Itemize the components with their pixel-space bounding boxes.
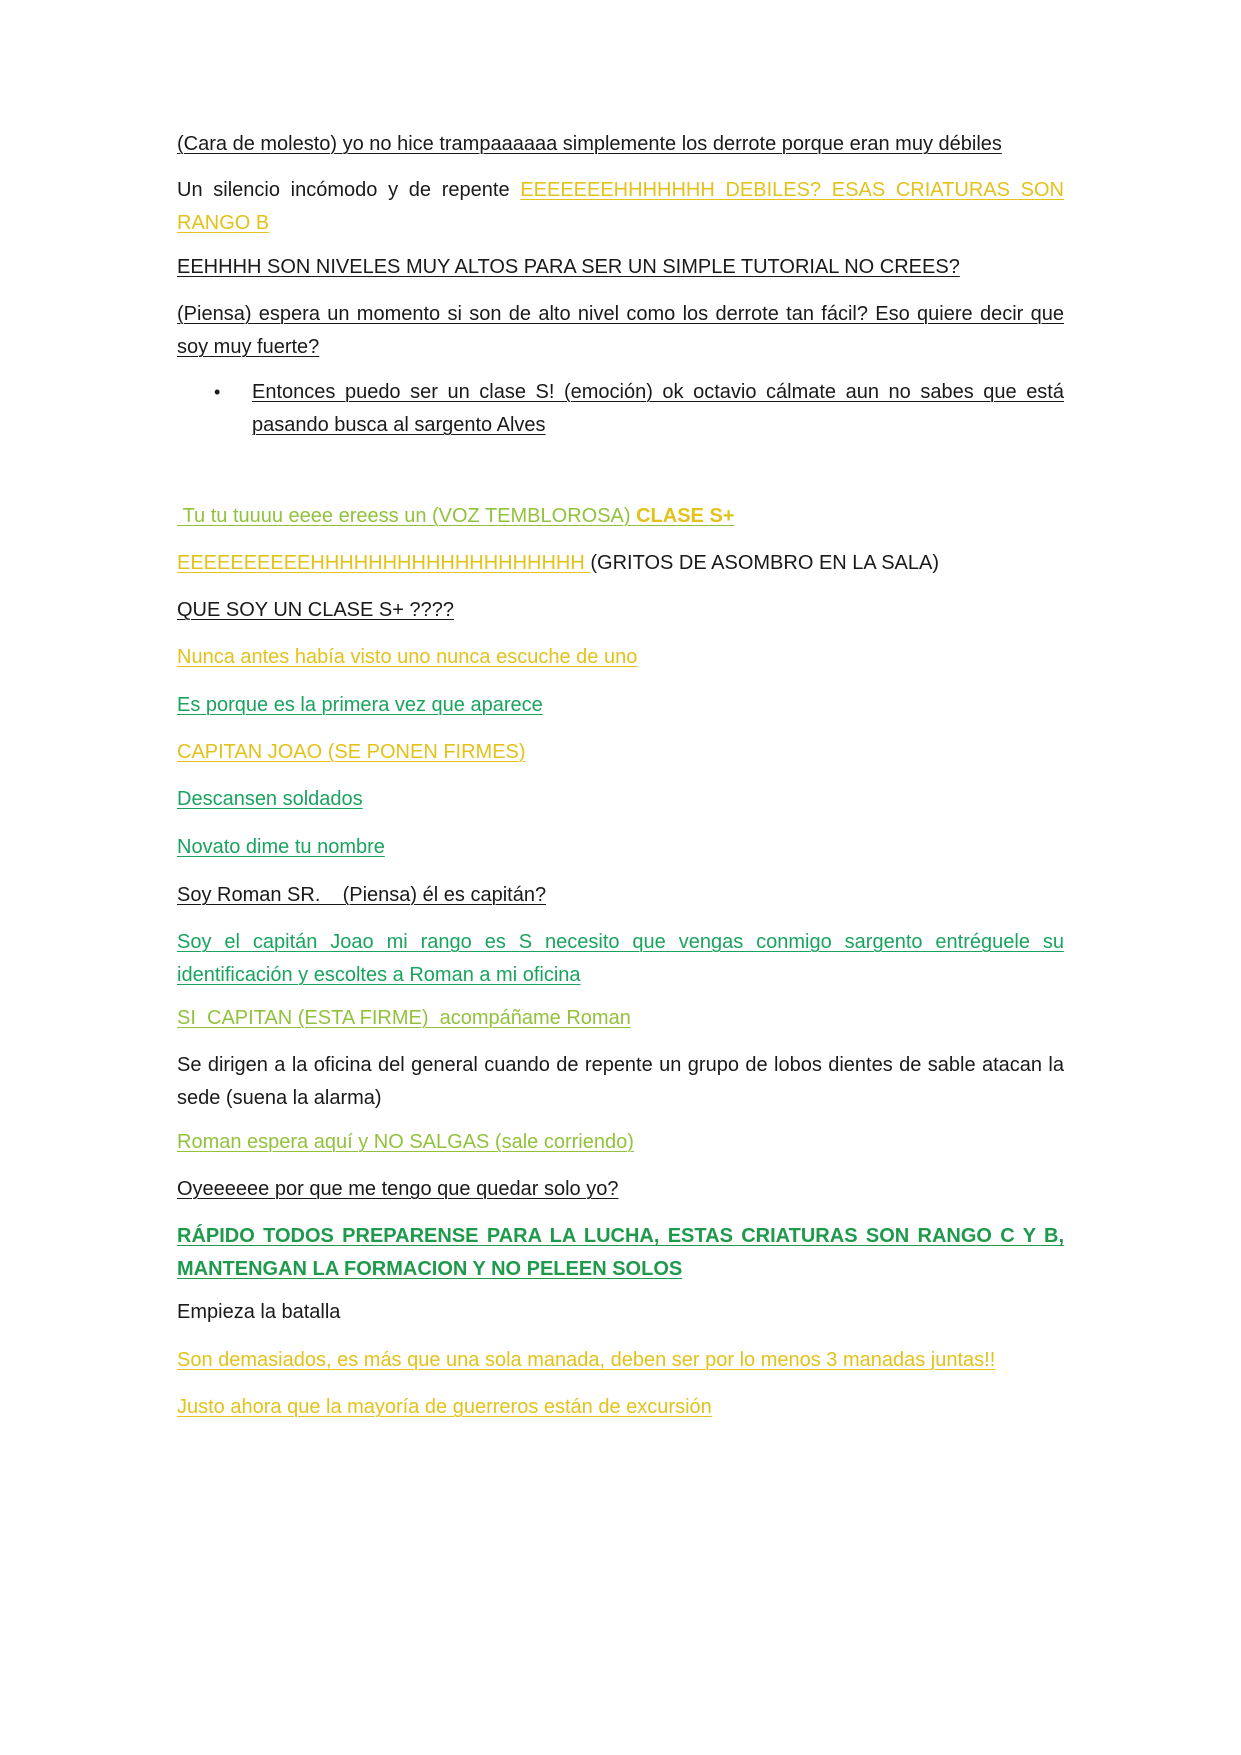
- text-line: (Cara de molesto) yo no hice trampaaaaaa simplemente los derrote porque eran muy débiles: [177, 133, 1002, 155]
- dialogue-line: CAPITAN JOAO (SE PONEN FIRMES): [177, 741, 526, 763]
- highlighted-dialogue: EEEEEEEHHHHHHH DEBILES? ESAS CRIATURAS SON RANGO B: [177, 179, 1064, 234]
- dialogue-line: Descansen soldados: [177, 788, 363, 810]
- paragraph-1: [177, 128, 1064, 161]
- paragraph-11: [177, 736, 1064, 769]
- dialogue-line: Soy el capitán Joao mi rango es S necesito que vengas conmigo sargento entréguele su identificación y escoltes a Roman a mi oficina: [177, 931, 1064, 986]
- text-line: (Piensa) espera un momento si son de alto nivel como los derrote tan fácil? Eso quiere decir que soy muy fuerte?: [177, 303, 1064, 358]
- dialogue-line: EEEEEEEEEEHHHHHHHHHHHHHHHHHHH: [177, 552, 591, 574]
- dialogue-line: Son demasiados, es más que una sola manada, deben ser por lo menos 3 manadas juntas!!: [177, 1349, 996, 1371]
- paragraph-17: [177, 1049, 1064, 1115]
- dialogue-emphasis: CLASE S+: [636, 505, 735, 527]
- dialogue-line: RÁPIDO TODOS PREPARENSE PARA LA LUCHA, ESTAS CRIATURAS SON RANGO C Y B, MANTENGAN LA FORMACION Y NO PELEEN SOLOS: [177, 1225, 1064, 1280]
- paragraph-3: [177, 251, 1064, 284]
- paragraph-4: [177, 298, 1064, 364]
- dialogue-line: Nunca antes había visto uno nunca escuche de uno: [177, 646, 638, 668]
- dialogue-line: SI CAPITAN (ESTA FIRME) acompáñame Roman: [177, 1007, 631, 1029]
- dialogue-line: Novato dime tu nombre: [177, 836, 385, 858]
- text-line: Entonces puedo ser un clase S! (emoción) ok octavio cálmate aun no sabes que está pasando busca al sargento Alves: [252, 381, 1064, 436]
- paragraph-8: [177, 594, 1064, 627]
- paragraph-14: [177, 879, 1064, 912]
- paragraph-23: [177, 1391, 1064, 1424]
- text-line: Soy Roman SR. (Piensa) él es capitán?: [177, 884, 547, 906]
- paragraph-21: [177, 1296, 1064, 1329]
- dialogue-line: Roman espera aquí y NO SALGAS (sale corriendo): [177, 1131, 634, 1153]
- text-line: Se dirigen a la oficina del general cuando de repente un grupo de lobos dientes de sable atacan la sede (suena la alarma): [177, 1054, 1064, 1109]
- paragraph-10: [177, 689, 1064, 722]
- paragraph-16: [177, 1002, 1064, 1035]
- paragraph-22: [177, 1344, 1064, 1377]
- dialogue-text: Tu tu tuuuu eeee ereess un (VOZ TEMBLOROSA): [182, 505, 637, 527]
- paragraph-15: [177, 926, 1064, 992]
- text-line: EEHHHH SON NIVELES MUY ALTOS PARA SER UN SIMPLE TUTORIAL NO CREES?: [177, 256, 960, 278]
- paragraph-2: [177, 174, 1064, 240]
- text-line: (GRITOS DE ASOMBRO EN LA SALA): [590, 552, 940, 574]
- dialogue-line: Justo ahora que la mayoría de guerreros están de excursión: [177, 1396, 712, 1418]
- bullet-list-item: [214, 376, 1064, 442]
- text-line: Oyeeeeee por que me tengo que quedar solo yo?: [177, 1178, 619, 1200]
- text-line: Empieza la batalla: [177, 1301, 341, 1323]
- text-line: QUE SOY UN CLASE S+ ????: [177, 599, 454, 621]
- paragraph-12: [177, 783, 1064, 816]
- dialogue-line: Es porque es la primera vez que aparece: [177, 694, 543, 716]
- paragraph-20: [177, 1220, 1064, 1286]
- paragraph-6: [177, 500, 1064, 533]
- paragraph-7: [177, 547, 1064, 580]
- paragraph-9: [177, 641, 1064, 674]
- paragraph-18: [177, 1126, 1064, 1159]
- paragraph-19: [177, 1173, 1064, 1206]
- paragraph-13: [177, 831, 1064, 864]
- text-line: Un silencio incómodo y de repente: [177, 179, 521, 201]
- dialogue-line: [177, 505, 734, 527]
- bullet-icon: •: [214, 382, 221, 402]
